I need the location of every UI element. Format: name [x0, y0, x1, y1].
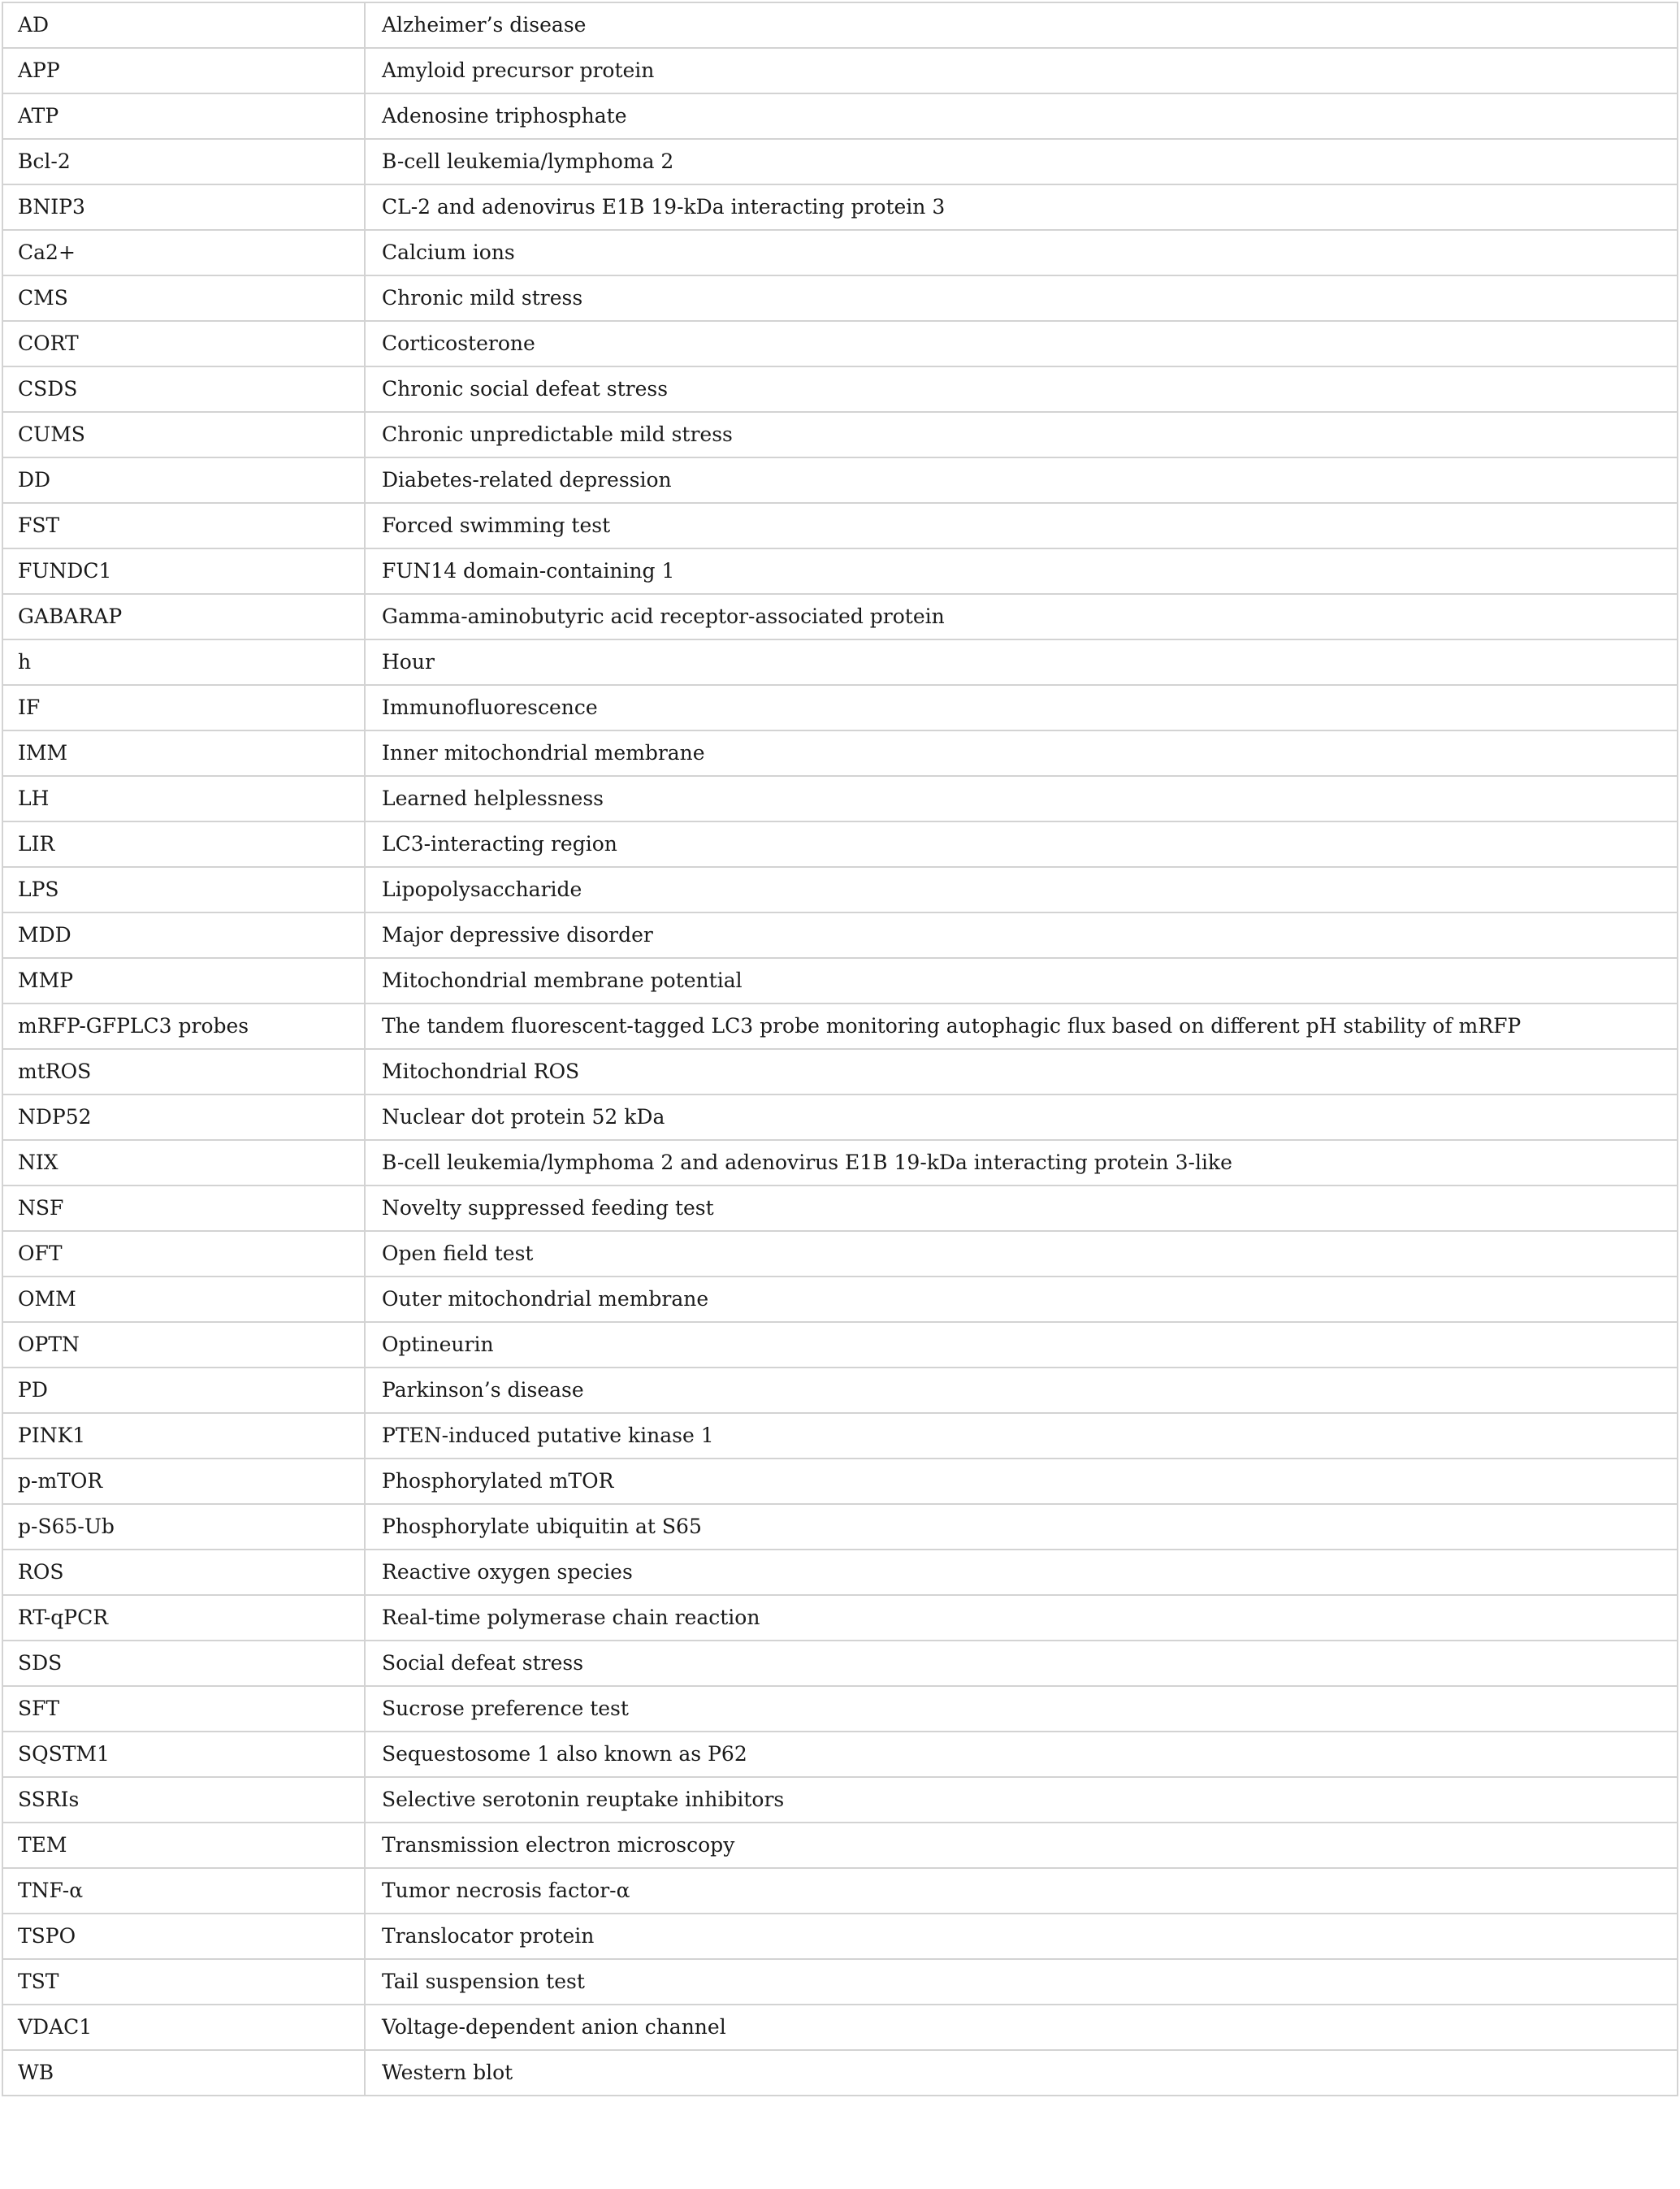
abbreviation-cell: IMM: [2, 730, 365, 776]
table-row: [2, 1140, 1678, 1186]
abbreviation-cell: OPTN: [2, 1322, 365, 1368]
definition-cell: Diabetes-related depression: [365, 457, 1678, 503]
abbreviation-cell: CSDS: [2, 366, 365, 412]
abbreviation-cell: FST: [2, 503, 365, 548]
table-row: [2, 1504, 1678, 1550]
definition-cell: Learned helplessness: [365, 776, 1678, 821]
abbreviation-cell: RT-qPCR: [2, 1595, 365, 1641]
definition-cell: Lipopolysaccharide: [365, 867, 1678, 912]
table-row: [2, 1231, 1678, 1277]
table-row: [2, 1959, 1678, 2005]
definition-cell: PTEN-induced putative kinase 1: [365, 1413, 1678, 1459]
definition-cell: The tandem fluorescent-tagged LC3 probe monitoring autophagic flux based on different pH stability of mRFP: [365, 1003, 1678, 1049]
definition-cell: Real-time polymerase chain reaction: [365, 1595, 1678, 1641]
definition-cell: Social defeat stress: [365, 1641, 1678, 1686]
abbreviation-cell: h: [2, 639, 365, 685]
definition-cell: Immunofluorescence: [365, 685, 1678, 730]
table-row: [2, 275, 1678, 321]
table-row: [2, 1823, 1678, 1868]
abbreviation-cell: NDP52: [2, 1094, 365, 1140]
table-row: [2, 1777, 1678, 1823]
definition-cell: Adenosine triphosphate: [365, 93, 1678, 139]
definition-cell: Nuclear dot protein 52 kDa: [365, 1094, 1678, 1140]
abbreviation-cell: MDD: [2, 912, 365, 958]
table-row: [2, 1686, 1678, 1732]
abbreviation-cell: FUNDC1: [2, 548, 365, 594]
abbreviation-cell: OFT: [2, 1231, 365, 1277]
abbreviation-cell: mRFP-GFPLC3 probes: [2, 1003, 365, 1049]
table-row: [2, 457, 1678, 503]
definition-cell: Gamma-aminobutyric acid receptor-associated protein: [365, 594, 1678, 639]
definition-cell: Chronic social defeat stress: [365, 366, 1678, 412]
table-row: [2, 48, 1678, 93]
definition-cell: Mitochondrial membrane potential: [365, 958, 1678, 1003]
table-row: [2, 912, 1678, 958]
abbreviation-cell: PINK1: [2, 1413, 365, 1459]
definition-cell: CL-2 and adenovirus E1B 19-kDa interacting protein 3: [365, 184, 1678, 230]
abbreviation-cell: PD: [2, 1368, 365, 1413]
table-row: [2, 1186, 1678, 1231]
abbreviation-cell: ATP: [2, 93, 365, 139]
definition-cell: Optineurin: [365, 1322, 1678, 1368]
table-row: [2, 1732, 1678, 1777]
table-row: [2, 93, 1678, 139]
definition-cell: Tumor necrosis factor-α: [365, 1868, 1678, 1914]
table-row: [2, 1094, 1678, 1140]
definition-cell: FUN14 domain-containing 1: [365, 548, 1678, 594]
table-row: [2, 1368, 1678, 1413]
definition-cell: Voltage-dependent anion channel: [365, 2005, 1678, 2050]
abbreviation-cell: NIX: [2, 1140, 365, 1186]
abbreviation-cell: SQSTM1: [2, 1732, 365, 1777]
abbreviation-cell: APP: [2, 48, 365, 93]
table-row: [2, 685, 1678, 730]
table-row: [2, 1413, 1678, 1459]
table-row: [2, 366, 1678, 412]
definition-cell: Inner mitochondrial membrane: [365, 730, 1678, 776]
abbreviation-cell: MMP: [2, 958, 365, 1003]
definition-cell: B-cell leukemia/lymphoma 2: [365, 139, 1678, 184]
table-row: [2, 730, 1678, 776]
definition-cell: Mitochondrial ROS: [365, 1049, 1678, 1094]
table-row: [2, 230, 1678, 275]
abbreviation-cell: SFT: [2, 1686, 365, 1732]
abbreviation-cell: Bcl-2: [2, 139, 365, 184]
table-row: [2, 1459, 1678, 1504]
definition-cell: Tail suspension test: [365, 1959, 1678, 2005]
table-row: [2, 2, 1678, 48]
table-row: [2, 594, 1678, 639]
table-row: [2, 639, 1678, 685]
definition-cell: Phosphorylate ubiquitin at S65: [365, 1504, 1678, 1550]
table-row: [2, 1277, 1678, 1322]
table-row: [2, 184, 1678, 230]
definition-cell: Transmission electron microscopy: [365, 1823, 1678, 1868]
definition-cell: B-cell leukemia/lymphoma 2 and adenovirus E1B 19-kDa interacting protein 3-like: [365, 1140, 1678, 1186]
abbreviation-cell: LIR: [2, 821, 365, 867]
definition-cell: Open field test: [365, 1231, 1678, 1277]
definition-cell: Phosphorylated mTOR: [365, 1459, 1678, 1504]
definition-cell: Novelty suppressed feeding test: [365, 1186, 1678, 1231]
abbreviations-table: [2, 2, 1678, 2096]
abbreviation-cell: TST: [2, 1959, 365, 2005]
abbreviation-cell: p-S65-Ub: [2, 1504, 365, 1550]
definition-cell: Selective serotonin reuptake inhibitors: [365, 1777, 1678, 1823]
definition-cell: Outer mitochondrial membrane: [365, 1277, 1678, 1322]
definition-cell: Western blot: [365, 2050, 1678, 2096]
definition-cell: Alzheimer’s disease: [365, 2, 1678, 48]
table-row: [2, 867, 1678, 912]
abbreviation-cell: LH: [2, 776, 365, 821]
abbreviation-cell: LPS: [2, 867, 365, 912]
definition-cell: Sucrose preference test: [365, 1686, 1678, 1732]
table-row: [2, 958, 1678, 1003]
table-row: [2, 1641, 1678, 1686]
abbreviation-cell: WB: [2, 2050, 365, 2096]
abbreviation-cell: SSRIs: [2, 1777, 365, 1823]
table-row: [2, 821, 1678, 867]
abbreviation-cell: VDAC1: [2, 2005, 365, 2050]
abbreviation-cell: AD: [2, 2, 365, 48]
table-row: [2, 1003, 1678, 1049]
table-row: [2, 1322, 1678, 1368]
table-row: [2, 1868, 1678, 1914]
abbreviation-cell: GABARAP: [2, 594, 365, 639]
abbreviation-cell: CMS: [2, 275, 365, 321]
definition-cell: Amyloid precursor protein: [365, 48, 1678, 93]
abbreviation-cell: DD: [2, 457, 365, 503]
table-row: [2, 1550, 1678, 1595]
abbreviation-cell: NSF: [2, 1186, 365, 1231]
abbreviation-cell: TSPO: [2, 1914, 365, 1959]
abbreviation-cell: Ca2+: [2, 230, 365, 275]
table-row: [2, 1595, 1678, 1641]
definition-cell: Chronic unpredictable mild stress: [365, 412, 1678, 457]
abbreviations-table-body: [2, 2, 1678, 2096]
table-row: [2, 548, 1678, 594]
definition-cell: Hour: [365, 639, 1678, 685]
abbreviation-cell: OMM: [2, 1277, 365, 1322]
definition-cell: Corticosterone: [365, 321, 1678, 366]
definition-cell: Translocator protein: [365, 1914, 1678, 1959]
definition-cell: Calcium ions: [365, 230, 1678, 275]
abbreviation-cell: ROS: [2, 1550, 365, 1595]
definition-cell: Major depressive disorder: [365, 912, 1678, 958]
table-row: [2, 321, 1678, 366]
abbreviation-cell: mtROS: [2, 1049, 365, 1094]
definition-cell: Reactive oxygen species: [365, 1550, 1678, 1595]
table-row: [2, 2005, 1678, 2050]
abbreviation-cell: CORT: [2, 321, 365, 366]
definition-cell: Forced swimming test: [365, 503, 1678, 548]
abbreviation-cell: BNIP3: [2, 184, 365, 230]
abbreviation-cell: IF: [2, 685, 365, 730]
abbreviation-cell: CUMS: [2, 412, 365, 457]
table-row: [2, 1914, 1678, 1959]
abbreviation-cell: TNF-α: [2, 1868, 365, 1914]
table-row: [2, 776, 1678, 821]
abbreviation-cell: p-mTOR: [2, 1459, 365, 1504]
definition-cell: Parkinson’s disease: [365, 1368, 1678, 1413]
definition-cell: LC3-interacting region: [365, 821, 1678, 867]
table-row: [2, 503, 1678, 548]
definition-cell: Sequestosome 1 also known as P62: [365, 1732, 1678, 1777]
table-row: [2, 1049, 1678, 1094]
abbreviation-cell: SDS: [2, 1641, 365, 1686]
definition-cell: Chronic mild stress: [365, 275, 1678, 321]
abbreviation-cell: TEM: [2, 1823, 365, 1868]
table-row: [2, 139, 1678, 184]
abbreviations-table-container: [2, 2, 1677, 2096]
table-row: [2, 412, 1678, 457]
table-row: [2, 2050, 1678, 2096]
